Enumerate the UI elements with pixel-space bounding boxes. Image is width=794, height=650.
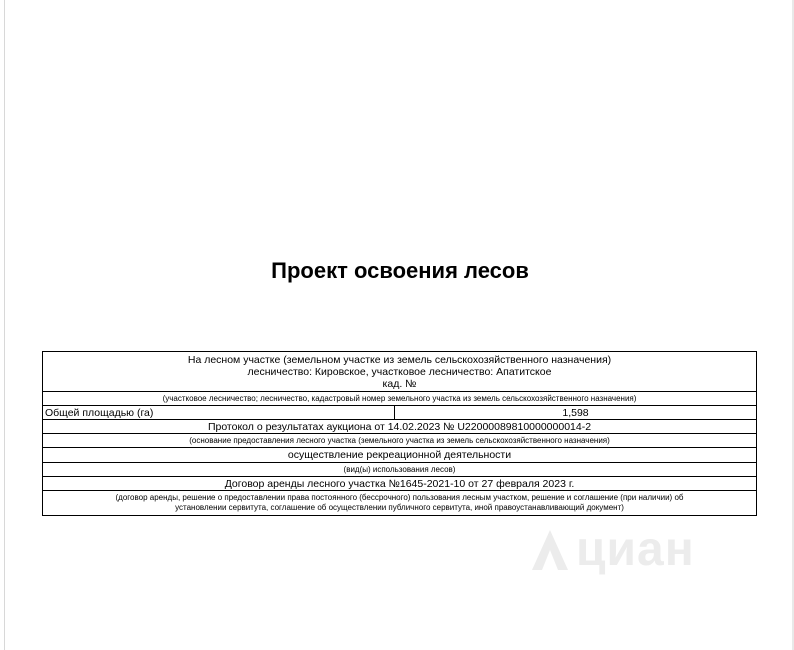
cian-watermark [530, 520, 720, 580]
use-text: осуществление рекреационной деятельности [43, 448, 757, 463]
page-left-edge [4, 0, 5, 650]
use-caption-row [43, 463, 757, 477]
area-row [43, 406, 757, 420]
use-caption: (вид(ы) использования лесов) [43, 463, 757, 477]
plot-line-3: кад. № [382, 377, 417, 390]
contract-caption-row [43, 491, 757, 516]
forest-plot-table [42, 351, 757, 516]
plot-line-1: На лесном участке (земельном участке из земель сельскохозяйственного назначения) [187, 353, 612, 366]
document-title: Проект освоения лесов [271, 258, 529, 283]
contract-caption-line-1: (договор аренды, решение о предоставлении права постоянного (бессрочного) пользования лесным участком, решение и соглашение (при наличии) об [115, 493, 684, 502]
basis-text: Протокол о результатах аукциона от 14.02.2023 № U22000089810000000014-2 [43, 420, 757, 434]
basis-caption: (основание предоставления лесного участка (земельного участка из земель сельскохозяйственного назначения) [43, 434, 757, 448]
cian-logo-icon [530, 528, 570, 572]
plot-caption-row [43, 392, 757, 406]
contract-caption-line-2: установлении сервитута, соглашение об осуществлении публичного сервитута, иной правоустанавливающий документ) [175, 503, 624, 512]
plot-caption: (участковое лесничество; лесничество, кадастровый номер земельного участка из земель сельскохозяйственного назначения) [43, 392, 757, 406]
area-value: 1,598 [395, 406, 757, 420]
area-label: Общей площадью (га) [43, 406, 395, 420]
plot-cell [43, 352, 757, 392]
plot-row [43, 352, 757, 392]
contract-row [43, 477, 757, 491]
use-row [43, 448, 757, 463]
contract-caption [43, 491, 757, 516]
plot-line-2: лесничество: Кировское, участковое лесничество: Апатитское [247, 365, 552, 378]
basis-caption-row [43, 434, 757, 448]
contract-text: Договор аренды лесного участка №1645-2021-10 от 27 февраля 2023 г. [43, 477, 757, 491]
basis-row [43, 420, 757, 434]
watermark-text: циан [576, 523, 695, 576]
